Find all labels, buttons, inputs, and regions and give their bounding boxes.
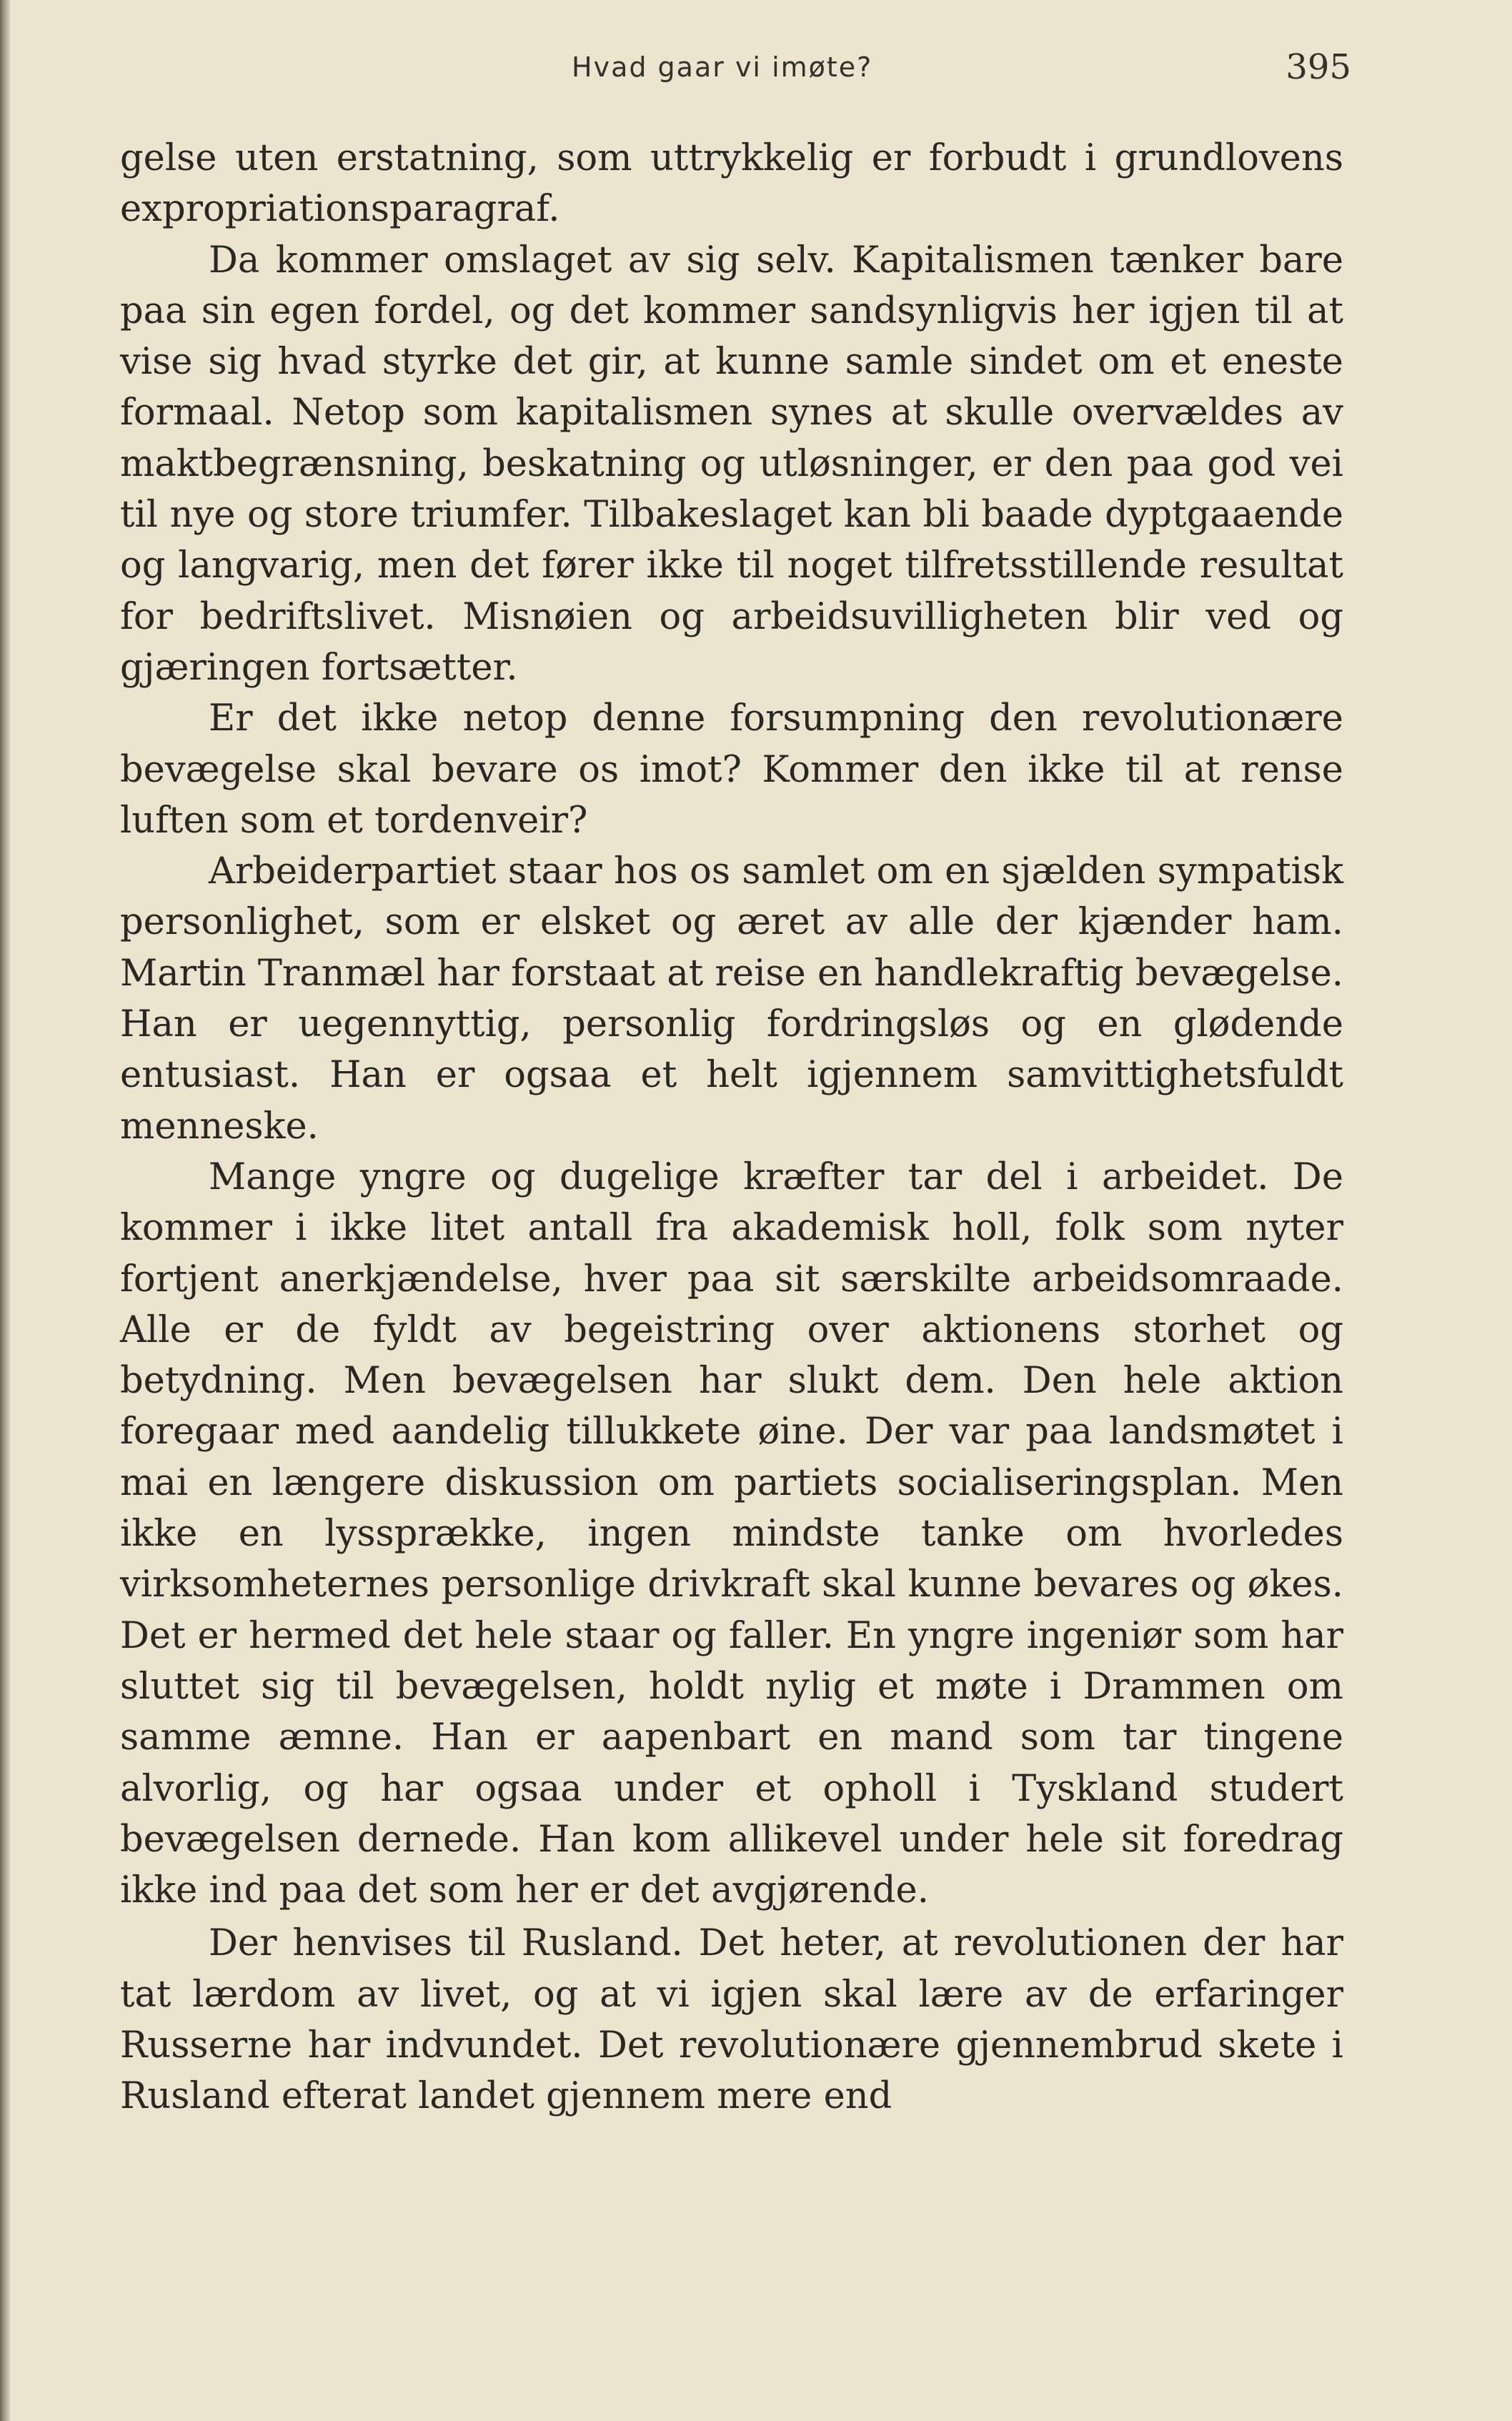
running-title: Hvad gaar vi imøte? [572, 51, 873, 83]
body-text [120, 133, 1343, 2122]
paragraph: Mange yngre og dugelige kræfter tar del i arbeidet. De kommer i ikke litet antall fra akademisk holl, folk som nyter fortjent anerkjændelse, hver paa sit særskilte arbeidsomraade. Alle er de fyldt av begeistring over aktionens storhet og betydning. Men bevægelsen har slukt dem. Den hele aktion foregaar med aandelig tillukkete øine. Der var paa landsmøtet i mai en længere diskussion om partiets socialiseringsplan. Men ikke en lyssprække, ingen mindste tanke om hvorledes virksomheternes personlige drivkraft skal kunne bevares og økes. Det er hermed det hele staar og faller. En yngre ingeniør som har sluttet sig til bevægelsen, holdt nylig et møte i Drammen om samme æmne. Han er aapenbart en mand som tar tingene alvorlig, og har ogsaa under et opholl i Tyskland studert bevægelsen dernede. Han kom allikevel under hele sit foredrag ikke ind paa det som her er det avgjørende. [120, 1155, 1343, 1912]
paragraph-continued: gelse uten erstatning, som uttrykkelig er forbudt i grundlovens expropriationsparagraf. [120, 137, 1343, 231]
page-number: 395 [1285, 47, 1351, 87]
paragraph: Da kommer omslaget av sig selv. Kapitalismen tænker bare paa sin egen fordel, og det kommer sandsynligvis her igjen til at vise sig hvad styrke det gir, at kunne samle sindet om et eneste formaal. Netop som kapitalismen synes at skulle overvældes av maktbegrænsning, beskatning og utløsninger, er den paa god vei til nye og store triumfer. Tilbakeslaget kan bli baade dyptgaaende og langvarig, men det fører ikke til noget tilfretsstillende resultat for bedriftslivet. Misnøien og arbeidsuvilligheten blir ved og gjæringen fortsætter. [120, 239, 1343, 689]
paragraph: Der henvises til Rusland. Det heter, at revolutionen der har tat lærdom av livet, og at vi igjen skal lære av de erfaringer Russerne har indvundet. Det revolutionære gjennembrud skete i Rusland efterat landet gjennem mere end [120, 1922, 1343, 2118]
paragraph: Er det ikke netop denne forsumpning den revolutionære bevægelse skal bevare os imot? Kommer den ikke til at rense luften som et tordenveir? [120, 697, 1343, 842]
paragraph: Arbeiderpartiet staar hos os samlet om en sjælden sympatisk personlighet, som er elsket og æret av alle der kjænder ham. Martin Tranmæl har forstaat at reise en handlekraftig bevægelse. Han er uegennyttig, personlig fordringsløs og en glødende entusiast. Han er ogsaa et helt igjennem samvittighetsfuldt menneske. [120, 850, 1343, 1148]
page-edge-shadow [0, 0, 10, 2421]
